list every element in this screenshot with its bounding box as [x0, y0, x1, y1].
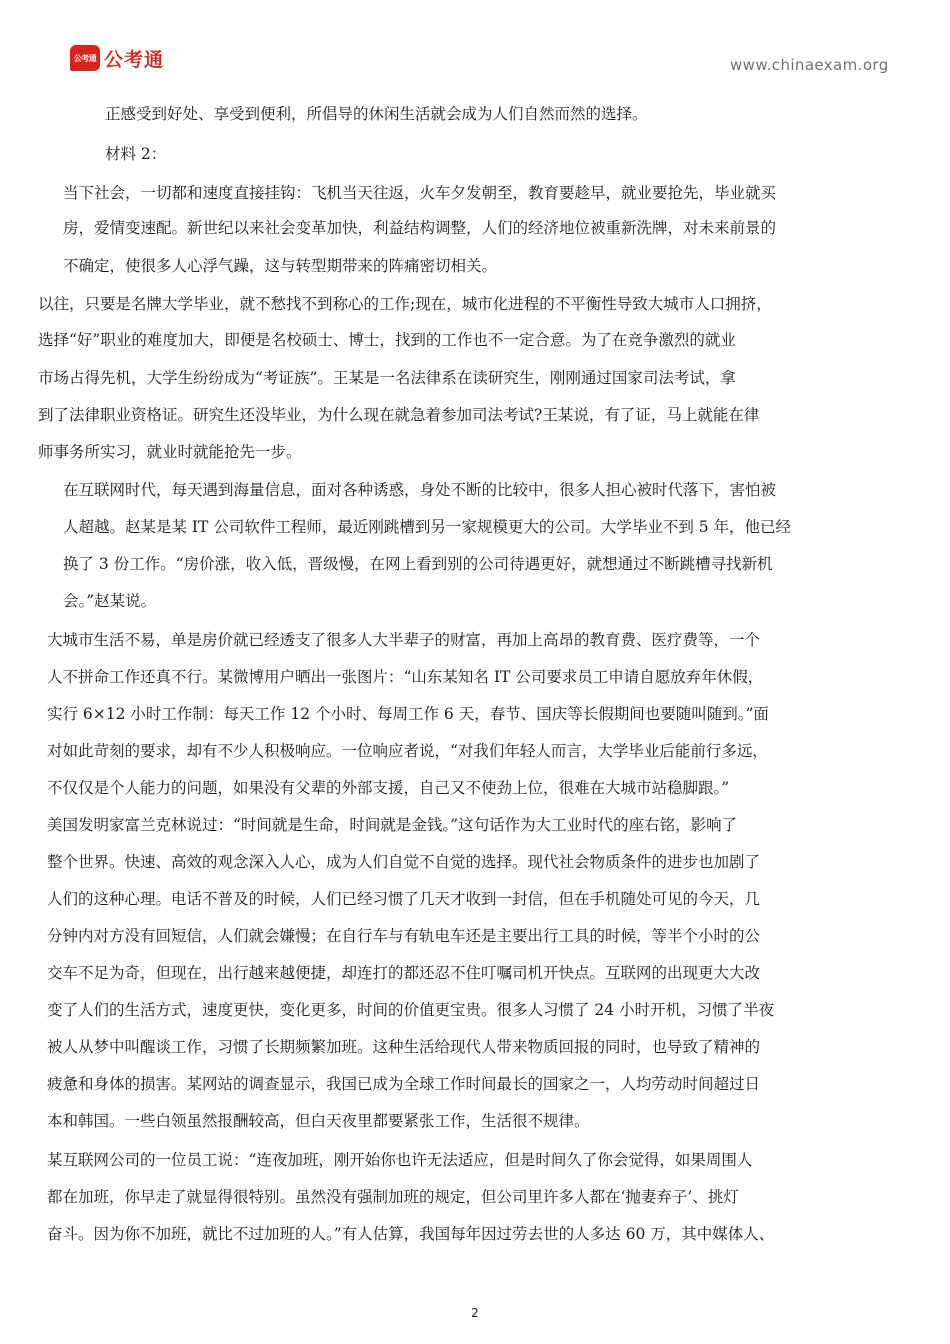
text-line: 人超越。赵某是某 IT 公司软件工程师，最近刚跳槽到另一家规模更大的公司。大学毕业不到 5 年，他已经	[63, 518, 792, 536]
logo	[70, 44, 164, 72]
text-line: 美国发明家富兰克林说过：“时间就是生命，时间就是金钱。”这句话作为大工业时代的座右铭，影响了	[47, 816, 738, 834]
text-line: 正感受到好处、享受到便利，所倡导的休闲生活就会成为人们自然而然的选择。	[105, 105, 648, 123]
text-line: 换了 3 份工作。“房价涨，收入低，晋级慢，在网上看到别的公司待遇更好，就想通过不断跳槽寻找新机	[63, 555, 773, 573]
text-line: 整个世界。快速、高效的观念深入人心，成为人们自觉不自觉的选择。现代社会物质条件的进步也加剧了	[47, 853, 761, 871]
page-number: 2	[471, 1306, 479, 1320]
text-line: 大城市生活不易，单是房价就已经透支了很多人大半辈子的财富，再加上高昂的教育费、医疗费等，一个	[47, 631, 761, 649]
text-line: 疲惫和身体的损害。某网站的调查显示，我国已成为全球工作时间最长的国家之一，人均劳动时间超过日	[47, 1075, 761, 1093]
text-line: 到了法律职业资格证。研究生还没毕业，为什么现在就急着参加司法考试?王某说，有了证，马上就能在律	[38, 406, 760, 424]
text-line: 市场占得先机，大学生纷纷成为“考证族”。王某是一名法律系在读研究生，刚刚通过国家司法考试，拿	[38, 369, 736, 387]
logo-badge-icon: 公考通	[70, 45, 100, 71]
text-line: 以往，只要是名牌大学毕业，就不愁找不到称心的工作;现在，城市化进程的不平衡性导致大城市人口拥挤，	[38, 295, 772, 313]
text-line: 本和韩国。一些白领虽然报酬较高，但白天夜里都要紧张工作，生活很不规律。	[47, 1112, 590, 1130]
text-line: 实行 6×12 小时工作制：每天工作 12 个小时、每周工作 6 天，春节、国庆等长假期间也要随叫随到。”面	[47, 705, 769, 723]
text-line: 当下社会，一切都和速度直接挂钩：飞机当天往返，火车夕发朝至，教育要趁早，就业要抢先，毕业就买	[63, 184, 777, 202]
text-line: 交车不足为奇，但现在，出行越来越便捷，却连打的都还忍不住叮嘱司机开快点。互联网的出现更大大改	[47, 964, 761, 982]
text-line: 材料 2：	[105, 145, 167, 163]
text-line: 都在加班，你早走了就显得很特别。虽然没有强制加班的规定，但公司里许多人都在‘抛妻弃子’、挑灯	[47, 1188, 739, 1206]
site-url: www.chinaexam.org	[730, 56, 889, 74]
text-line: 在互联网时代，每天遇到海量信息，面对各种诱惑，身处不断的比较中，很多人担心被时代落下，害怕被	[63, 481, 777, 499]
text-line: 奋斗。因为你不加班，就比不过加班的人。”有人估算，我国每年因过劳去世的人多达 60 万，其中媒体人、	[47, 1225, 775, 1243]
text-line: 对如此苛刻的要求，却有不少人积极响应。一位响应者说，“对我们年轻人而言，大学毕业后能前行多远，	[47, 742, 768, 760]
logo-text: 公考通	[104, 48, 165, 71]
text-line: 不仅仅是个人能力的问题，如果没有父辈的外部支援，自己又不使劲上位，很难在大城市站稳脚跟。”	[47, 779, 730, 797]
text-line: 不确定，使很多人心浮气躁，这与转型期带来的阵痛密切相关。	[63, 257, 498, 275]
text-line: 师事务所实习，就业时就能抢先一步。	[38, 443, 302, 461]
text-line: 人们的这种心理。电话不普及的时候，人们已经习惯了几天才收到一封信，但在手机随处可见的今天，几	[47, 890, 761, 908]
text-line: 某互联网公司的一位员工说：“连夜加班，刚开始你也许无法适应，但是时间久了你会觉得，如果周围人	[47, 1151, 753, 1169]
text-line: 被人从梦中叫醒谈工作，习惯了长期频繁加班。这种生活给现代人带来物质回报的同时，也导致了精神的	[47, 1038, 761, 1056]
text-line: 选择“好”职业的难度加大，即便是名校硕士、博士，找到的工作也不一定合意。为了在竞争激烈的就业	[38, 331, 736, 349]
text-line: 变了人们的生活方式，速度更快，变化更多，时间的价值更宝贵。很多人习惯了 24 小时开机，习惯了半夜	[47, 1001, 775, 1019]
text-line: 房，爱情变速配。新世纪以来社会变革加快，利益结构调整，人们的经济地位被重新洗牌，对未来前景的	[63, 219, 777, 237]
text-line: 会。”赵某说。	[63, 592, 157, 610]
text-line: 分钟内对方没有回短信，人们就会嫌慢；在自行车与有轨电车还是主要出行工具的时候，等半个小时的公	[47, 927, 761, 945]
text-line: 人不拼命工作还真不行。某微博用户晒出一张图片：“山东某知名 IT 公司要求员工申请自愿放弃年休假，	[47, 668, 764, 686]
